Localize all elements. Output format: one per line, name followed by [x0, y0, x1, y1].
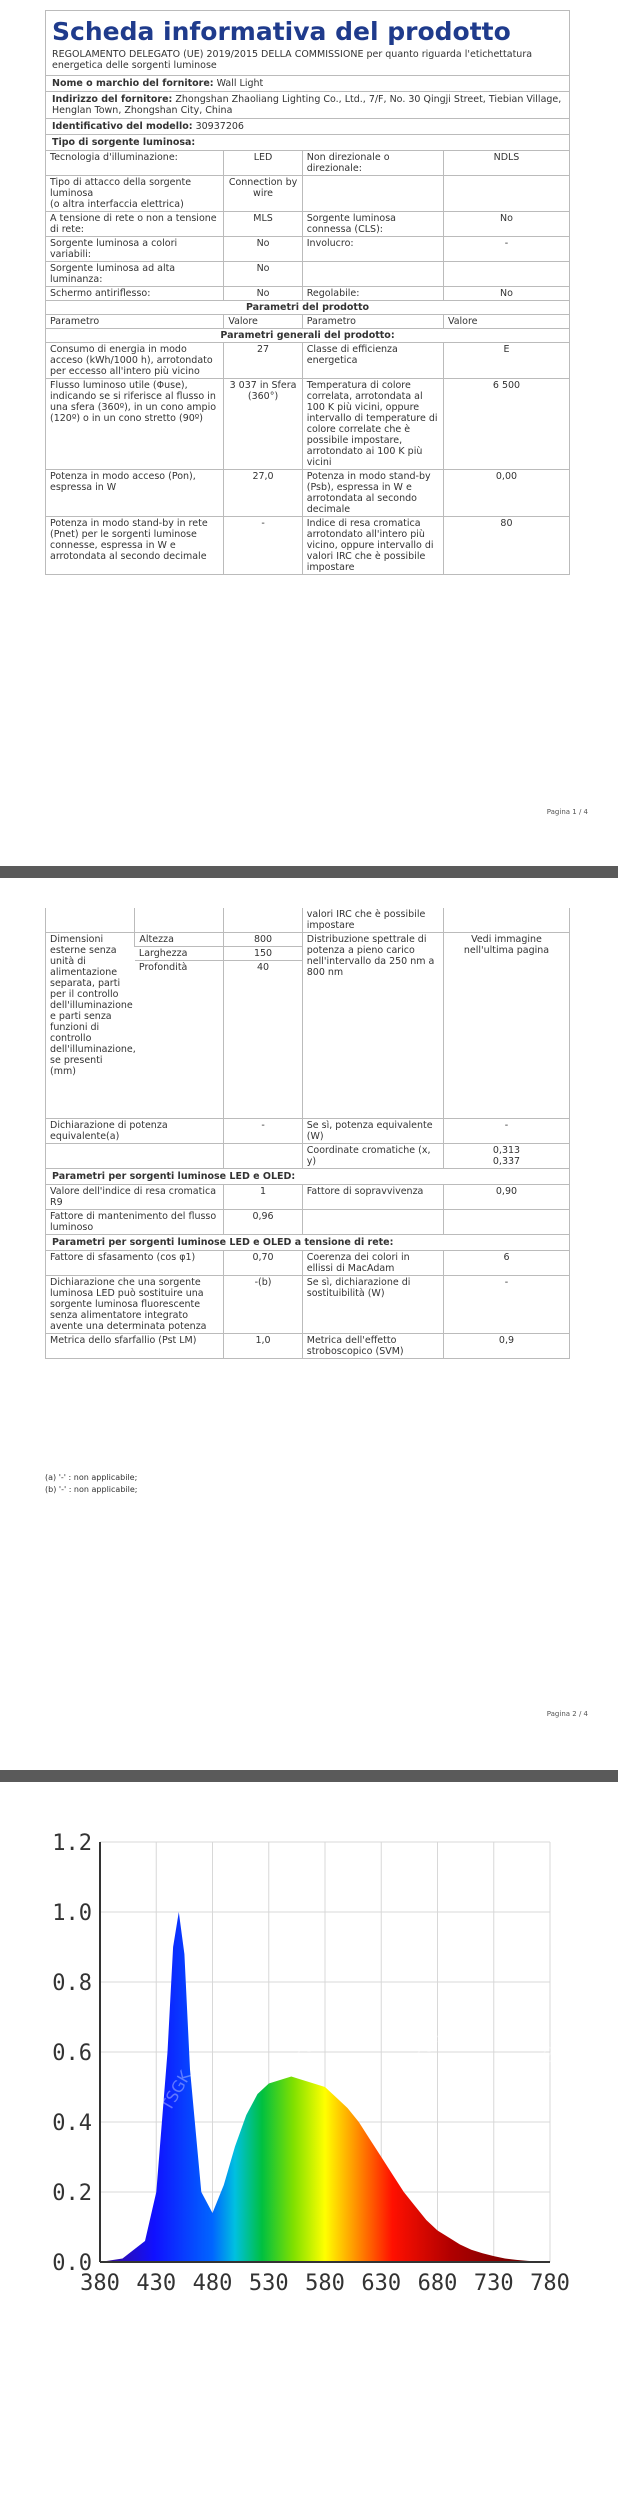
type-row: [46, 212, 569, 237]
param-value: No: [224, 237, 302, 262]
type-row: [46, 262, 569, 287]
param-value: -: [443, 237, 569, 262]
y-tick-label: 0.8: [52, 1971, 92, 1996]
mains-row: [46, 1276, 569, 1334]
dim-value: 150: [224, 947, 302, 961]
watermark: TSGK: [287, 2027, 325, 2074]
param-label: Indice di resa cromatica arrotondato all'intero più vicino, oppure intervallo di valori IRC che è possibile impostare: [302, 517, 443, 575]
param-value: No: [224, 287, 302, 301]
y-tick-label: 0.6: [52, 2041, 92, 2066]
param-label: Valore dell'indice di resa cromatica R9: [46, 1185, 224, 1210]
mains-row: [46, 1334, 569, 1359]
param-label: Fattore di sopravvivenza: [302, 1185, 443, 1210]
param-label: A tensione di rete o non a tensione di rete:: [46, 212, 224, 237]
param-label: [302, 1210, 443, 1235]
supplier-address-label: Indirizzo del fornitore:: [52, 94, 173, 105]
param-value: [443, 262, 569, 287]
param-label: Fattore di sfasamento (cos φ1): [46, 1251, 224, 1276]
param-label: Sorgente luminosa a colori variabili:: [46, 237, 224, 262]
param-label: Potenza in modo stand-by in rete (Pnet) per le sorgenti luminose connesse, espressa in W e arrotondata al secondo decimale: [46, 517, 224, 575]
param-value: 6: [443, 1251, 569, 1276]
led-row: [46, 1210, 569, 1235]
page-number: Pagina 2 / 4: [546, 1710, 588, 1718]
x-tick-label: 680: [417, 2271, 458, 2296]
param-label: Temperatura di colore correlata, arrotondata al 100 K più vicini, oppure intervallo di temperature di colore correlate che è possibile impostare, arrotondato ai 100 K più vicini: [302, 379, 443, 470]
equivalent-row: [46, 1119, 569, 1144]
param-value: E: [443, 343, 569, 379]
general-row: [46, 470, 569, 517]
param-value: -: [443, 1119, 569, 1144]
param-label: Coerenza dei colori in ellissi di MacAdam: [302, 1251, 443, 1276]
param-label: Coordinate cromatiche (x, y): [302, 1144, 443, 1169]
param-value: 27: [224, 343, 302, 379]
y-tick-label: 0.4: [52, 2111, 92, 2136]
param-value: 0,70: [224, 1251, 302, 1276]
param-value: NDLS: [443, 151, 569, 176]
footnotes: [45, 1472, 137, 1496]
supplier-name: Wall Light: [216, 78, 264, 89]
page-3: [0, 1782, 618, 2510]
param-value: -: [443, 1276, 569, 1334]
param-label: [302, 176, 443, 212]
param-value: 1,0: [224, 1334, 302, 1359]
page-number: Pagina 1 / 4: [546, 808, 588, 816]
param-label: Sorgente luminosa ad alta luminanza:: [46, 262, 224, 287]
param-value: No: [443, 212, 569, 237]
param-label: Dichiarazione che una sorgente luminosa LED può sostituire una sorgente luminosa fluorescente senza alimentatore integrato avente una determinata potenza: [46, 1276, 224, 1334]
x-tick-label: 730: [473, 2271, 514, 2296]
col-header: Parametro: [302, 315, 443, 329]
param-value: [224, 1144, 302, 1169]
footnote: (b) '-' : non applicabile;: [45, 1485, 138, 1494]
page-2: [0, 880, 618, 1770]
general-row: [46, 379, 569, 470]
model-value: 30937206: [195, 121, 244, 132]
spd-value: Vedi immagine nell'ultima pagina: [443, 933, 569, 1119]
param-value: -(b): [224, 1276, 302, 1334]
param-value: 0,9: [443, 1334, 569, 1359]
y-tick-label: 0.0: [52, 2251, 92, 2276]
spectrum-chart: [0, 1812, 618, 2372]
param-value: 0,90: [443, 1185, 569, 1210]
param-label: [46, 1144, 224, 1169]
param-label: Se sì, dichiarazione di sostituibilità (W): [302, 1276, 443, 1334]
param-label: Involucro:: [302, 237, 443, 262]
dim-name: Altezza: [135, 933, 224, 947]
watermark: TSGK: [407, 2027, 445, 2074]
param-label: Sorgente luminosa connessa (CLS):: [302, 212, 443, 237]
param-label: Consumo di energia in modo acceso (kWh/1000 h), arrotondato per eccesso all'intero più vicino: [46, 343, 224, 379]
param-value: [443, 1210, 569, 1235]
param-label: Metrica dell'effetto stroboscopico (SVM): [302, 1334, 443, 1359]
page-separator: [0, 1770, 618, 1782]
param-value: 0,313 0,337: [443, 1144, 569, 1169]
params-title: Parametri del prodotto: [46, 300, 569, 314]
type-row: [46, 237, 569, 262]
equivalent-row: [46, 1144, 569, 1169]
param-value: 27,0: [224, 470, 302, 517]
led-row: [46, 1185, 569, 1210]
type-row: [46, 151, 569, 176]
general-row: [46, 517, 569, 575]
param-label: Schermo antiriflesso:: [46, 287, 224, 301]
type-row: [46, 176, 569, 212]
param-value: 1: [224, 1185, 302, 1210]
supplier-address-row: [46, 91, 569, 118]
col-header: Parametro: [46, 315, 224, 329]
col-header: Valore: [224, 315, 302, 329]
type-row: [46, 287, 569, 301]
product-sheet-continued: [45, 908, 570, 1359]
param-label: [302, 262, 443, 287]
led-table: [46, 1184, 569, 1234]
supplier-name-row: [46, 75, 569, 91]
supplier-name-label: Nome o marchio del fornitore:: [52, 78, 214, 89]
x-tick-label: 430: [136, 2271, 177, 2296]
param-value: No: [224, 262, 302, 287]
param-label: Potenza in modo acceso (Pon), espressa in W: [46, 470, 224, 517]
general-row: [46, 343, 569, 379]
y-tick-label: 1.2: [52, 1831, 92, 1856]
mains-title: Parametri per sorgenti luminose LED e OLED a tensione di rete:: [46, 1234, 569, 1250]
general-table: [46, 342, 569, 574]
param-value: [443, 176, 569, 212]
dim-name: Profondità: [135, 961, 224, 1119]
watermark: TSGK: [527, 2037, 565, 2084]
x-tick-label: 780: [530, 2271, 570, 2296]
param-label: Non direzionale o direzionale:: [302, 151, 443, 176]
param-label: Flusso luminoso utile (Φuse), indicando se si riferisce al flusso in una sfera (360º), in un cono ampio (120º) o in un cono stretto (90º): [46, 379, 224, 470]
product-sheet: [45, 10, 570, 575]
dim-name: Larghezza: [135, 947, 224, 961]
general-title: Parametri generali del prodotto:: [46, 328, 569, 342]
dim-value: 40: [224, 961, 302, 1119]
param-value: MLS: [224, 212, 302, 237]
param-value: 0,00: [443, 470, 569, 517]
equivalent-table: [46, 1118, 569, 1168]
x-tick-label: 630: [361, 2271, 402, 2296]
param-label: Potenza in modo stand-by (Psb), espressa in W e arrotondata al secondo decimale: [302, 470, 443, 517]
param-value: LED: [224, 151, 302, 176]
y-tick-label: 1.0: [52, 1901, 92, 1926]
col-header: Valore: [443, 315, 569, 329]
param-value: 80: [443, 517, 569, 575]
x-tick-label: 580: [305, 2271, 345, 2296]
regulation-text: REGOLAMENTO DELEGATO (UE) 2019/2015 DELLA COMMISSIONE per quanto riguarda l'etichettatura energetica delle sorgenti luminose: [52, 49, 533, 71]
param-label: Se sì, potenza equivalente (W): [302, 1119, 443, 1144]
mains-row: [46, 1251, 569, 1276]
supplier-address: Zhongshan Zhaoliang Lighting Co., Ltd., 7/F, No. 30 Qingji Street, Tiebian Village, Henglan Town, Zhongshan City, China: [52, 94, 562, 116]
x-tick-label: 480: [192, 2271, 233, 2296]
dim-value: 800: [224, 933, 302, 947]
param-value: Connection by wire: [224, 176, 302, 212]
param-value: 3 037 in Sfera (360°): [224, 379, 302, 470]
type-label: Tipo di sorgente luminosa:: [46, 134, 569, 150]
watermark: TSGK: [157, 2067, 195, 2114]
page-title: Scheda informativa del prodotto: [52, 17, 511, 46]
x-tick-label: 530: [248, 2271, 289, 2296]
header-table: [46, 314, 569, 328]
param-value: 6 500: [443, 379, 569, 470]
dimensions-label: Dimensioni esterne senza unità di alimentazione separata, parti per il controllo dell'illuminazione e parti senza funzioni di controllo dell'illuminazione, se presenti (mm): [46, 933, 135, 1119]
param-label: Fattore di mantenimento del flusso luminoso: [46, 1210, 224, 1235]
param-label: Tecnologia d'illuminazione:: [46, 151, 224, 176]
page-1: [0, 0, 618, 865]
footnote: (a) '-' : non applicabile;: [45, 1473, 138, 1482]
param-label: Dichiarazione di potenza equivalente(a): [46, 1119, 224, 1144]
model-row: [46, 118, 569, 134]
param-value: -: [224, 517, 302, 575]
param-value: -: [224, 1119, 302, 1144]
param-label: Metrica dello sfarfallio (Pst LM): [46, 1334, 224, 1359]
param-label: Tipo di attacco della sorgente luminosa (o altra interfaccia elettrica): [46, 176, 224, 212]
page-separator: [0, 866, 618, 878]
mains-table: [46, 1250, 569, 1358]
param-value: 0,96: [224, 1210, 302, 1235]
param-value: No: [443, 287, 569, 301]
param-label: Classe di efficienza energetica: [302, 343, 443, 379]
cri-continued: valori IRC che è possibile impostare: [302, 908, 443, 933]
type-table: [46, 150, 569, 300]
spd-label: Distribuzione spettrale di potenza a pieno carico nell'intervallo da 250 nm a 800 nm: [302, 933, 443, 1119]
dimensions-table: [46, 908, 569, 1118]
led-title: Parametri per sorgenti luminose LED e OLED:: [46, 1168, 569, 1184]
x-tick-label: 380: [80, 2271, 120, 2296]
param-label: Regolabile:: [302, 287, 443, 301]
model-label: Identificativo del modello:: [52, 121, 193, 132]
y-tick-label: 0.2: [52, 2181, 92, 2206]
